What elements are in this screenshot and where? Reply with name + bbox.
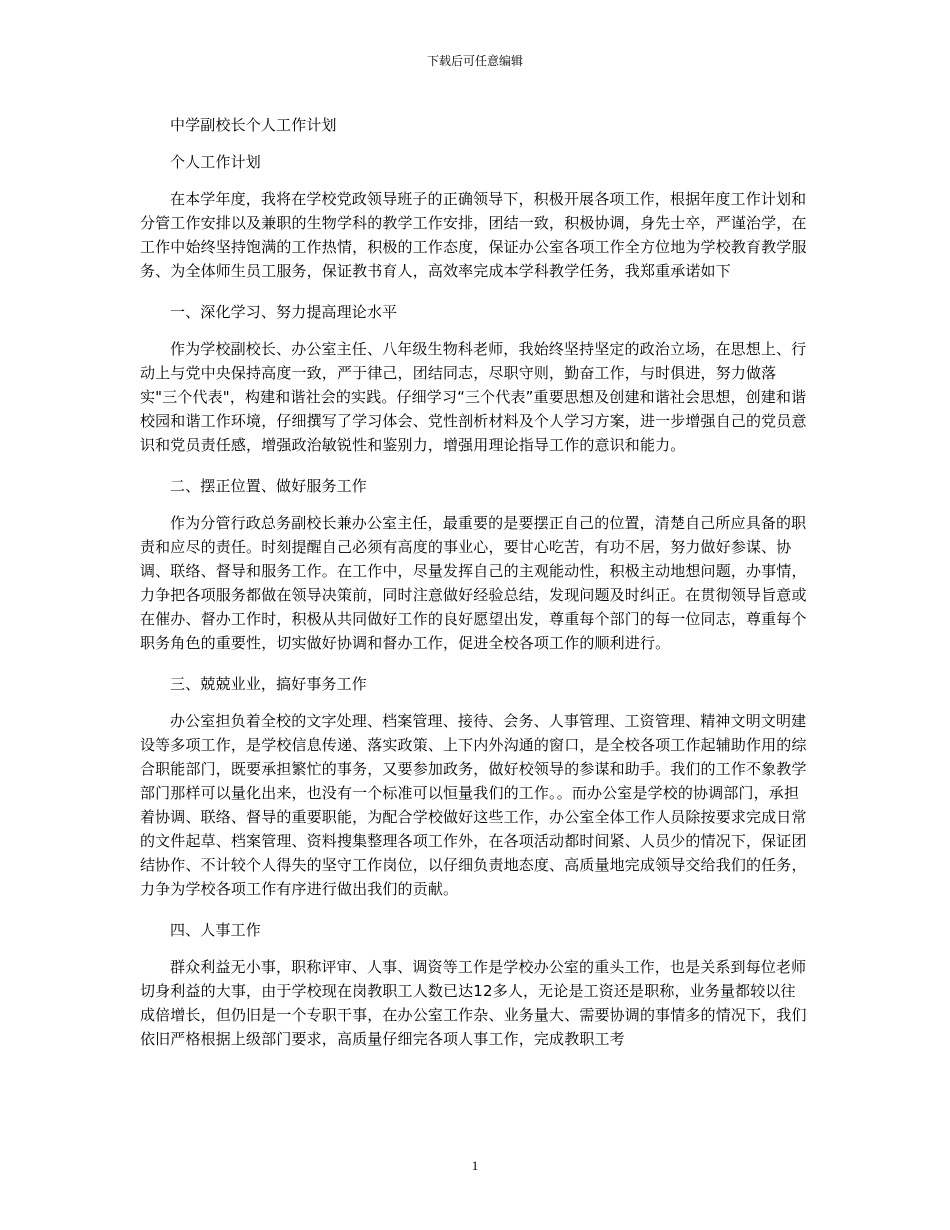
header-note: 下载后可任意编辑: [426, 54, 523, 68]
document-title: 中学副校长个人工作计划: [170, 116, 337, 134]
section-paragraph-3: 办公室担负着全校的文字处理、档案管理、接待、会务、人事管理、工资管理、精神文明文明建设等多项工作，是学校信息传递、落实政策、上下内外沟通的窗口，是全校各项工作起辅助作用的综合职能部门，既要承担繁忙的事务，又要参加政务，做好校领导的参谋和助手。我们的工作不象教学部门那样可以量化出来，也没有一个标准可以恒量我们的工作。。而办公室是学校的协调部门，承担着协调、联络、督导的重要职能，为配合学校做好这些工作，办公室全体工作人员除按要求完成日常的文件起草、档案管理、资料搜集整理各项工作外，在各项活动都时间紧、人员少的情况下，保证团结协作、不计较个人得失的坚守工作岗位，以仔细负责地态度、高质量地完成领导交给我们的任务，力争为学校各项工作有序进行做出我们的贡献。: [140, 712, 807, 898]
section-paragraph-2: 作为分管行政总务副校长兼办公室主任，最重要的是要摆正自己的位置，清楚自己所应具备的职责和应尽的责任。时刻提醒自己必须有高度的事业心，要甘心吃苦，有功不居，努力做好参谋、协调、联络、督导和服务工作。在工作中，尽量发挥自己的主观能动性，积极主动地想问题，办事情，力争把各项服务都做在领导决策前，同时注意做好经验总结，发现问题及时纠正。在贯彻领导旨意或在催办、督办工作时，积极从共同做好工作的良好愿望出发，尊重每个部门的每一位同志，尊重每个职务角色的重要性，切实做好协调和督办工作，促进全校各项工作的顺利进行。: [140, 514, 807, 652]
section-heading-4: 四、人事工作: [170, 921, 261, 939]
section-heading-2: 二、摆正位置、做好服务工作: [170, 477, 367, 495]
section-paragraph-1: 作为学校副校长、办公室主任、八年级生物科老师，我始终坚持坚定的政治立场，在思想上、行动上与党中央保持高度一致，严于律己，团结同志，尽职守则，勤奋工作，与时俱进，努力做落实"三个代表"，构建和谐社会的实践。仔细学习“三个代表”重要思想及创建和谐社会思想，创建和谐校园和谐工作环境，仔细撰写了学习体会、党性剖析材料及个人学习方案，进一步增强自己的党员意识和党员责任感，增强政治敏锐性和鉴别力，增强用理论指导工作的意识和能力。: [140, 340, 807, 454]
document-body: [140, 113, 808, 1068]
document-subtitle: 个人工作计划: [170, 153, 261, 171]
intro-paragraph: 在本学年度，我将在学校党政领导班子的正确领导下，积极开展各项工作，根据年度工作计划和分管工作安排以及兼职的生物学科的教学工作安排，团结一致，积极协调，身先士卒，严谨治学，在工作中始终坚持饱满的工作热情，积极的工作态度，保证办公室各项工作全方位地为学校教育教学服务、为全体师生员工服务，保证教书育人，高效率完成本学科教学任务，我郑重承诺如下: [140, 190, 807, 280]
section-paragraph-4: 群众利益无小事，职称评审、人事、调资等工作是学校办公室的重头工作，也是关系到每位老师切身利益的大事，由于学校现在岗教职工人数已达12多人，无论是工资还是职称，业务量都较以往成倍增长，但仍旧是一个专职干事，在办公室工作杂、业务量大、需要协调的事情多的情况下，我们依旧严格根据上级部门要求，高质量仔细完各项人事工作，完成教职工考: [140, 958, 807, 1048]
section-heading-1: 一、深化学习、努力提高理论水平: [170, 303, 398, 321]
section-heading-3: 三、兢兢业业，搞好事务工作: [170, 675, 367, 693]
page-number: 1: [471, 1158, 479, 1173]
